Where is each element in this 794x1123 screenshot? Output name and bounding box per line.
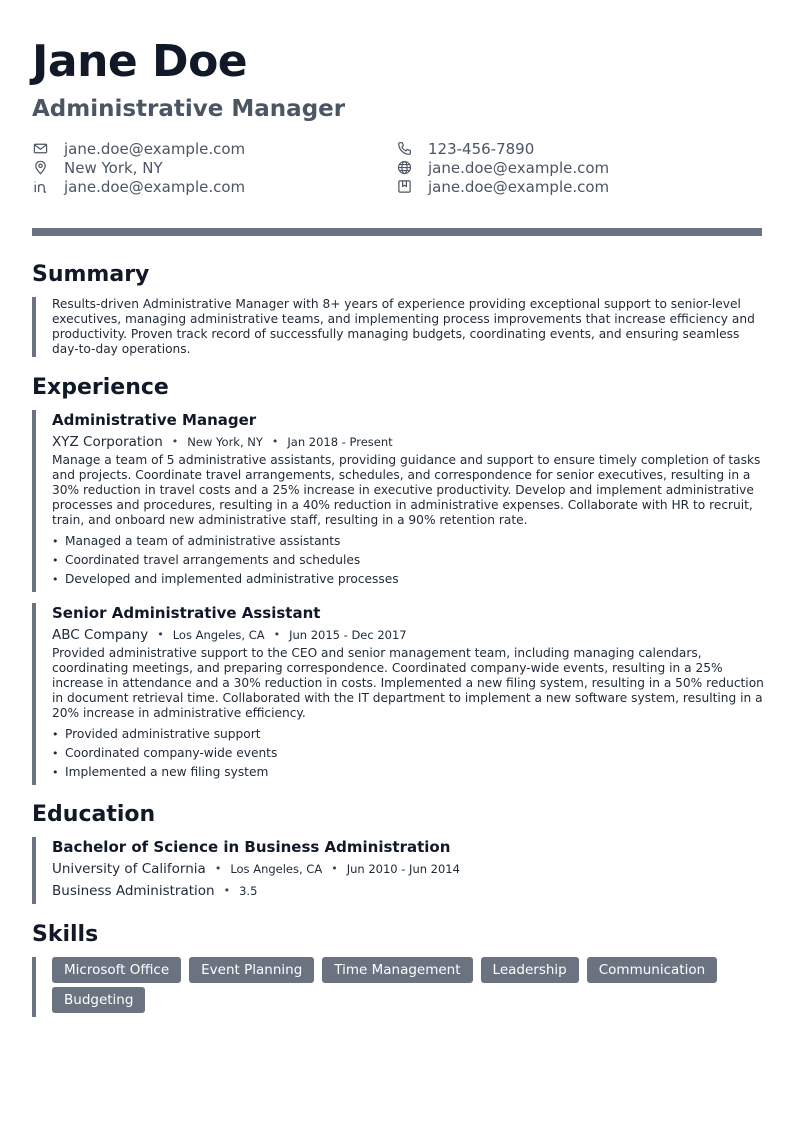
contact-email[interactable] bbox=[32, 139, 245, 158]
job-dates: Jun 2015 - Dec 2017 bbox=[289, 628, 407, 642]
separator-dot: • bbox=[331, 862, 338, 875]
mail-icon bbox=[32, 141, 48, 157]
experience-heading: Experience bbox=[32, 375, 169, 400]
job-company: ABC Company bbox=[52, 627, 149, 643]
education-degree: Bachelor of Science in Business Administration bbox=[52, 838, 451, 856]
list-item bbox=[52, 551, 762, 570]
summary-text: Results-driven Administrative Manager with 8+ years of experience providing exceptional support to senior-level executives, managing administrative teams, and implementing process improvements that increase efficiency and productivity. Proven track record of successfully managing budgets, coordinating events, and ensuring seamless day-to-day operations. bbox=[52, 297, 755, 356]
job-location: New York, NY bbox=[187, 435, 263, 449]
skills-block bbox=[32, 957, 762, 1017]
separator-dot: • bbox=[271, 435, 279, 448]
contact-info bbox=[32, 139, 762, 199]
skill-tag: Time Management bbox=[322, 957, 472, 983]
list-item bbox=[52, 763, 762, 782]
list-item-text: Developed and implemented administrative processes bbox=[65, 572, 399, 586]
education-field-meta bbox=[52, 882, 762, 900]
contact-linkedin-text: jane.doe@example.com bbox=[64, 177, 246, 196]
job-description: Provided administrative support to the CEO and senior management team, including managing calendars, coordinating meetings, and preparing correspondence. Coordinated company-wide events, resulting in a 25% increase in attendance and a 30% reduction in costs. Implemented a new filing system, resulting in a 50% reduction in document retrieval time. Collaborated with the IT department to implement a new software system, resulting in a 20% increase in administrative efficiency. bbox=[52, 646, 764, 720]
summary-block bbox=[32, 297, 762, 357]
job-highlights bbox=[52, 725, 762, 782]
job-title: Senior Administrative Assistant bbox=[52, 604, 321, 622]
job-company: XYZ Corporation bbox=[52, 434, 163, 450]
contact-website-text: jane.doe@example.com bbox=[428, 158, 610, 177]
education-entry bbox=[32, 837, 762, 904]
skills-heading: Skills bbox=[32, 922, 99, 947]
education-school: University of California bbox=[52, 861, 206, 877]
job-description: Manage a team of 5 administrative assistants, providing guidance and support to ensure timely completion of tasks and projects. Coordinate travel arrangements, schedules, and correspondence for senior executives, resulting in a 30% reduction in travel costs and a 25% increase in executive productivity. Develop and implement administrative processes and procedures, resulting in a 40% reduction in administrative expenses. Collaborate with HR to recruit, train, and onboard new administrative staff, resulting in a 90% retention rate. bbox=[52, 453, 761, 527]
bullet-dot: • bbox=[52, 728, 59, 741]
job-highlights bbox=[52, 532, 762, 589]
education-dates: Jun 2010 - Jun 2014 bbox=[346, 862, 460, 876]
candidate-name: Jane Doe bbox=[32, 36, 248, 87]
map-pin-icon bbox=[32, 160, 48, 176]
list-item-text: Provided administrative support bbox=[65, 727, 261, 741]
contact-phone[interactable] bbox=[396, 139, 534, 158]
list-item bbox=[52, 532, 762, 551]
bullet-dot: • bbox=[52, 747, 59, 760]
separator-dot: • bbox=[171, 435, 179, 448]
bullet-dot: • bbox=[52, 766, 59, 779]
list-item-text: Implemented a new filing system bbox=[65, 765, 269, 779]
separator-dot: • bbox=[157, 628, 164, 641]
list-item bbox=[52, 744, 762, 763]
separator-dot: • bbox=[214, 862, 222, 875]
contact-location bbox=[32, 158, 163, 177]
contact-linkedin[interactable] bbox=[32, 177, 245, 196]
bullet-dot: • bbox=[52, 573, 59, 586]
job-meta bbox=[52, 626, 762, 644]
header-divider bbox=[32, 228, 762, 236]
job-entry bbox=[32, 410, 762, 592]
job-dates: Jan 2018 - Present bbox=[287, 435, 393, 449]
separator-dot: • bbox=[223, 884, 231, 897]
summary-heading: Summary bbox=[32, 262, 150, 287]
candidate-title: Administrative Manager bbox=[32, 96, 346, 122]
list-item bbox=[52, 570, 762, 589]
skill-tag: Budgeting bbox=[52, 987, 145, 1013]
bullet-dot: • bbox=[52, 535, 59, 548]
job-entry bbox=[32, 603, 762, 785]
separator-dot: • bbox=[273, 628, 281, 641]
list-item-text: Managed a team of administrative assistants bbox=[65, 534, 341, 548]
linkedin-icon bbox=[32, 179, 48, 195]
education-meta bbox=[52, 860, 762, 878]
contact-email-text: jane.doe@example.com bbox=[64, 139, 246, 158]
skill-tag: Communication bbox=[587, 957, 717, 983]
job-meta bbox=[52, 433, 762, 451]
job-title: Administrative Manager bbox=[52, 411, 257, 429]
bullet-dot: • bbox=[52, 554, 59, 567]
contact-portfolio-text: jane.doe@example.com bbox=[428, 177, 610, 196]
education-field: Business Administration bbox=[52, 883, 215, 899]
bookmark-icon bbox=[396, 179, 412, 195]
education-heading: Education bbox=[32, 802, 156, 827]
contact-website[interactable] bbox=[396, 158, 609, 177]
list-item-text: Coordinated company-wide events bbox=[65, 746, 278, 760]
education-location: Los Angeles, CA bbox=[230, 862, 323, 876]
skill-tag: Event Planning bbox=[189, 957, 314, 983]
contact-phone-text: 123-456-7890 bbox=[428, 139, 535, 158]
list-item bbox=[52, 725, 762, 744]
skill-tag: Leadership bbox=[481, 957, 579, 983]
globe-icon bbox=[396, 160, 412, 176]
education-gpa: 3.5 bbox=[239, 884, 258, 898]
phone-icon bbox=[396, 141, 412, 157]
list-item-text: Coordinated travel arrangements and schedules bbox=[65, 553, 361, 567]
contact-location-text: New York, NY bbox=[64, 158, 163, 177]
skill-tag: Microsoft Office bbox=[52, 957, 181, 983]
contact-portfolio[interactable] bbox=[396, 177, 609, 196]
job-location: Los Angeles, CA bbox=[172, 628, 265, 642]
skills-list bbox=[52, 957, 762, 1017]
